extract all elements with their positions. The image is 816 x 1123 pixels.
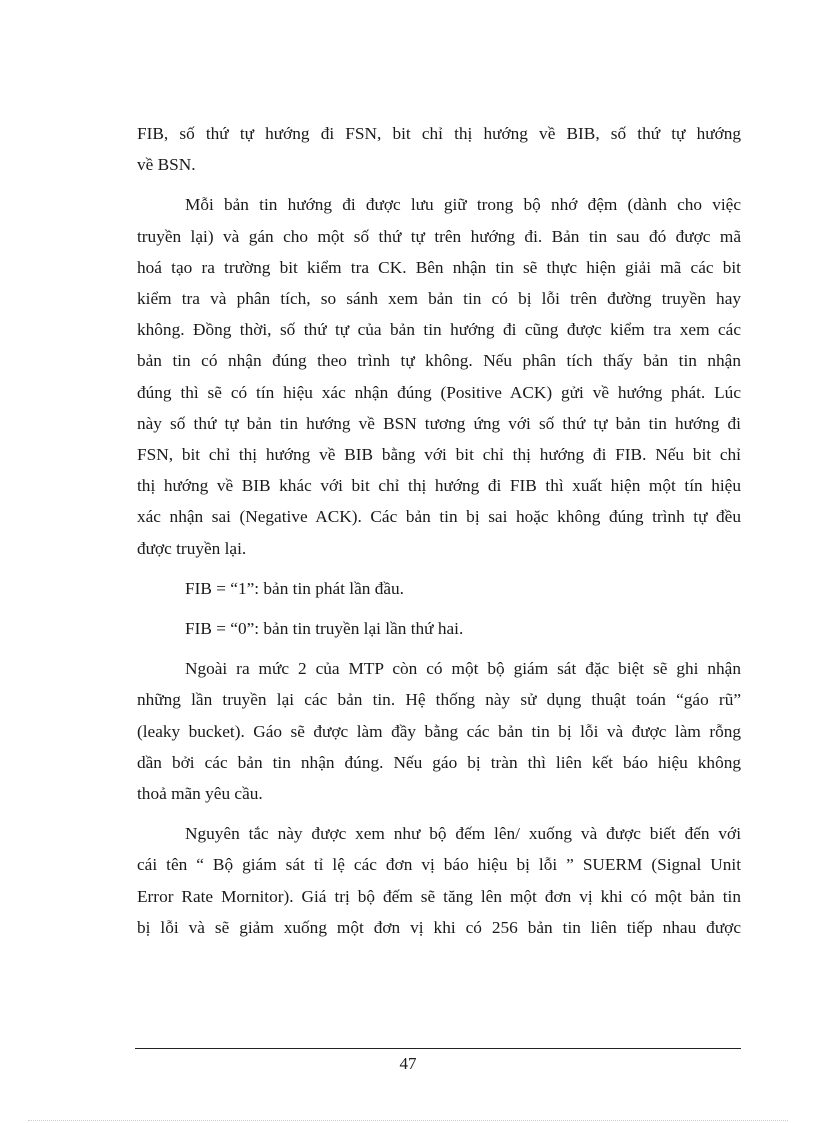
text-line: kiểm tra và phân tích, so sánh xem bản tin có bị lỗi trên đường truyền hay	[137, 289, 741, 309]
page-bottom-edge	[28, 1120, 788, 1121]
text-line: về BSN.	[137, 155, 196, 175]
text-line: không. Đồng thời, số thứ tự của bản tin hướng đi cũng được kiểm tra xem các	[137, 320, 741, 340]
text-line: Mỗi bản tin hướng đi được lưu giữ trong bộ nhớ đệm (dành cho việc	[185, 195, 741, 215]
text-line: (leaky bucket). Gáo sẽ được làm đầy bằng các bản tin bị lỗi và được làm rỗng	[137, 721, 741, 741]
text-line: FIB = “1”: bản tin phát lần đầu.	[185, 578, 404, 598]
text-line: Ngoài ra mức 2 của MTP còn có một bộ giám sát đặc biệt sẽ ghi nhận	[185, 659, 741, 679]
text-line: đúng thì sẽ có tín hiệu xác nhận đúng (Positive ACK) gửi về hướng phát. Lúc	[137, 382, 741, 402]
text-line: thoả mãn yêu cầu.	[137, 784, 263, 804]
paragraph	[137, 573, 741, 604]
text-line: bị lỗi và sẽ giảm xuống một đơn vị khi có 256 bản tin liên tiếp nhau được	[137, 917, 741, 937]
text-line: FIB, số thứ tự hướng đi FSN, bit chỉ thị hướng về BIB, số thứ tự hướng	[137, 124, 741, 143]
paragraph	[137, 653, 741, 809]
text-line: truyền lại) và gán cho một số thứ tự trên hướng đi. Bản tin sau đó được mã	[137, 226, 741, 246]
text-line: hoá tạo ra trường bit kiểm tra CK. Bên nhận tin sẽ thực hiện giải mã các bit	[137, 257, 741, 277]
text-line: FIB = “0”: bản tin truyền lại lần thứ hai.	[185, 619, 464, 639]
text-line: bản tin có nhận đúng theo trình tự không. Nếu phân tích thấy bản tin nhận	[137, 351, 741, 371]
paragraph	[137, 189, 741, 563]
page-number: 47	[399, 1054, 417, 1073]
body-text	[137, 118, 741, 952]
text-line: xác nhận sai (Negative ACK). Các bản tin bị sai hoặc không đúng trình tự đều	[137, 507, 741, 527]
paragraph	[137, 818, 741, 943]
text-line: Nguyên tắc này được xem như bộ đếm lên/ xuống và được biết đến với	[185, 824, 741, 844]
text-line: được truyền lại.	[137, 538, 247, 558]
footer-divider	[135, 1048, 741, 1049]
text-line: những lần truyền lại các bản tin. Hệ thống này sử dụng thuật toán “gáo rũ”	[137, 690, 741, 710]
text-line: cái tên “ Bộ giám sát tỉ lệ các đơn vị báo hiệu bị lỗi ” SUERM (Signal Unit	[137, 855, 741, 875]
text-line: dần bởi các bản tin nhận đúng. Nếu gáo bị tràn thì liên kết báo hiệu không	[137, 752, 741, 772]
text-line: FSN, bit chỉ thị hướng về BIB bằng với bit chỉ thị hướng đi FIB. Nếu bit chỉ	[137, 445, 741, 465]
text-line: này số thứ tự bản tin hướng về BSN tương ứng với số thứ tự bản tin hướng đi	[137, 413, 741, 433]
paragraph	[137, 118, 741, 180]
text-line: Error Rate Mornitor). Giá trị bộ đếm sẽ tăng lên một đơn vị khi có một bản tin	[137, 886, 741, 906]
text-line: thị hướng về BIB khác với bit chỉ thị hướng đi FIB thì xuất hiện một tín hiệu	[137, 476, 741, 496]
paragraph	[137, 613, 741, 644]
